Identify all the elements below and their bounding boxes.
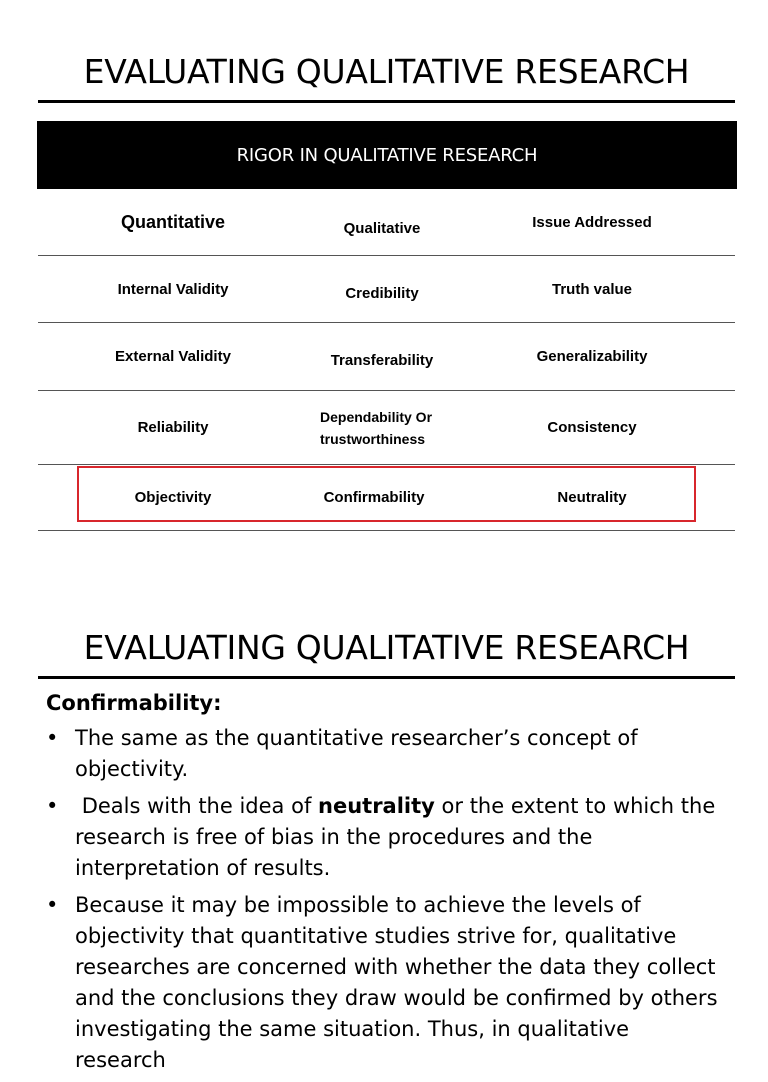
bullet-icon: • xyxy=(46,794,59,818)
list-item xyxy=(46,723,726,785)
table-row xyxy=(38,391,735,465)
slide-title: EVALUATING QUALITATIVE RESEARCH xyxy=(83,628,690,667)
bullet-text: The same as the quantitative researcher’s concept of objectivity. xyxy=(75,726,638,781)
table-cell: Internal Validity xyxy=(117,280,229,298)
title-divider xyxy=(38,100,735,103)
table-cell: External Validity xyxy=(115,348,231,365)
title-divider xyxy=(38,676,735,679)
table-cell: Objectivity xyxy=(134,489,212,506)
bullet-text: or the extent to which the research is free of bias in the procedures and the interpretation of results. xyxy=(75,794,716,880)
bullet-icon: • xyxy=(46,893,59,917)
table-row xyxy=(38,256,735,323)
highlight-box xyxy=(77,466,696,522)
table-cell: Consistency xyxy=(547,419,637,436)
column-header-quantitative: Quantitative xyxy=(120,211,226,232)
bullet-list xyxy=(46,723,726,1076)
table-cell: Credibility xyxy=(345,284,419,302)
table-cell: Dependability Or trustworthiness xyxy=(320,408,433,447)
list-item xyxy=(46,791,726,884)
table-cell: Confirmability xyxy=(323,489,425,506)
bullet-emphasis: neutrality xyxy=(318,794,435,818)
table-cell: Transferability xyxy=(330,352,434,369)
column-header-issue: Issue Addressed xyxy=(532,213,652,231)
table-row xyxy=(38,323,735,391)
bullet-icon: • xyxy=(46,726,59,750)
subheading: Confirmability: xyxy=(46,691,222,715)
bullet-text: Because it may be impossible to achieve the levels of objectivity that quantitative studies strive for, qualitative researches are concerned with whether the data they collect and the conclusions they draw would be confirmed by others investigating the same situation. Thus, in qualitative research xyxy=(75,893,718,1072)
slide-confirmability xyxy=(0,610,768,1072)
table-cell: Truth value xyxy=(551,280,633,298)
table-cell: Neutrality xyxy=(557,489,627,506)
bullet-text: Deals with the idea of xyxy=(75,794,319,818)
table-cell: Generalizability xyxy=(536,348,648,365)
slide-body xyxy=(46,688,726,1082)
table-cell: Reliability xyxy=(137,419,209,436)
table-header: RIGOR IN QUALITATIVE RESEARCH xyxy=(37,121,737,189)
list-item xyxy=(46,890,726,1076)
table-column-headers xyxy=(38,189,735,256)
column-header-qualitative: Qualitative xyxy=(343,219,421,237)
slide-title: EVALUATING QUALITATIVE RESEARCH xyxy=(83,52,690,91)
